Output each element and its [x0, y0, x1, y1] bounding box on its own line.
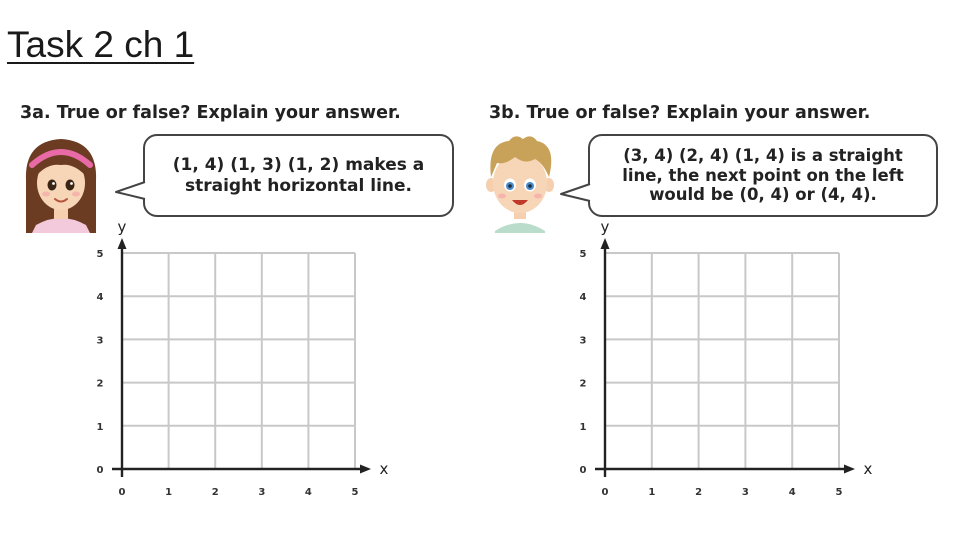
x-tick-label-3a: 4 [304, 487, 312, 498]
speech-bubble-3a-text: (1, 4) (1, 3) (1, 2) makes a straight horizontal line. [172, 155, 425, 196]
x-tick-label-3b: 1 [648, 487, 656, 498]
y-tick-label-3b: 0 [579, 465, 587, 476]
x-tick-label-3a: 5 [351, 487, 359, 498]
speech-bubble-3b-text: (3, 4) (2, 4) (1, 4) is a straight line, the next point on the left would be (0, 4) or (4, 4). [622, 145, 904, 205]
y-tick-label-3a: 3 [96, 335, 104, 347]
y-tick-label-3a: 1 [96, 421, 104, 433]
y-tick-label-3b: 5 [579, 249, 587, 260]
x-tick-label-3a: 3 [258, 487, 266, 498]
y-axis-label-3b: y [600, 218, 610, 236]
y-tick-label-3b: 2 [579, 378, 587, 390]
y-axis-arrow-3b [601, 238, 610, 249]
y-tick-label-3b: 4 [579, 292, 587, 304]
x-axis-label-3a: x [379, 460, 389, 478]
x-tick-label-3b: 5 [835, 487, 843, 498]
slide-title: Task 2 ch 1 [7, 24, 195, 65]
y-tick-label-3b: 3 [579, 335, 587, 347]
y-tick-label-3a: 0 [96, 465, 104, 476]
y-tick-label-3a: 5 [96, 249, 104, 260]
x-axis-arrow-3b [844, 465, 855, 474]
y-axis-arrow-3a [118, 238, 127, 249]
x-axis-arrow-3a [360, 465, 371, 474]
question-3a-heading: 3a. True or false? Explain your answer. [20, 103, 401, 123]
x-tick-label-3b: 2 [695, 487, 703, 498]
y-axis-label-3a: y [117, 218, 127, 236]
x-tick-label-3a: 1 [165, 487, 173, 498]
x-tick-label-3b: 4 [788, 487, 796, 498]
x-tick-label-3b: 0 [601, 487, 609, 498]
x-tick-label-3a: 0 [118, 487, 126, 498]
x-tick-label-3b: 3 [741, 487, 749, 498]
y-tick-label-3b: 1 [579, 421, 587, 433]
y-tick-label-3a: 4 [96, 292, 104, 304]
x-axis-label-3b: x [863, 460, 873, 478]
question-3b-heading: 3b. True or false? Explain your answer. [489, 103, 871, 123]
y-tick-label-3a: 2 [96, 378, 104, 390]
x-tick-label-3a: 2 [211, 487, 219, 498]
